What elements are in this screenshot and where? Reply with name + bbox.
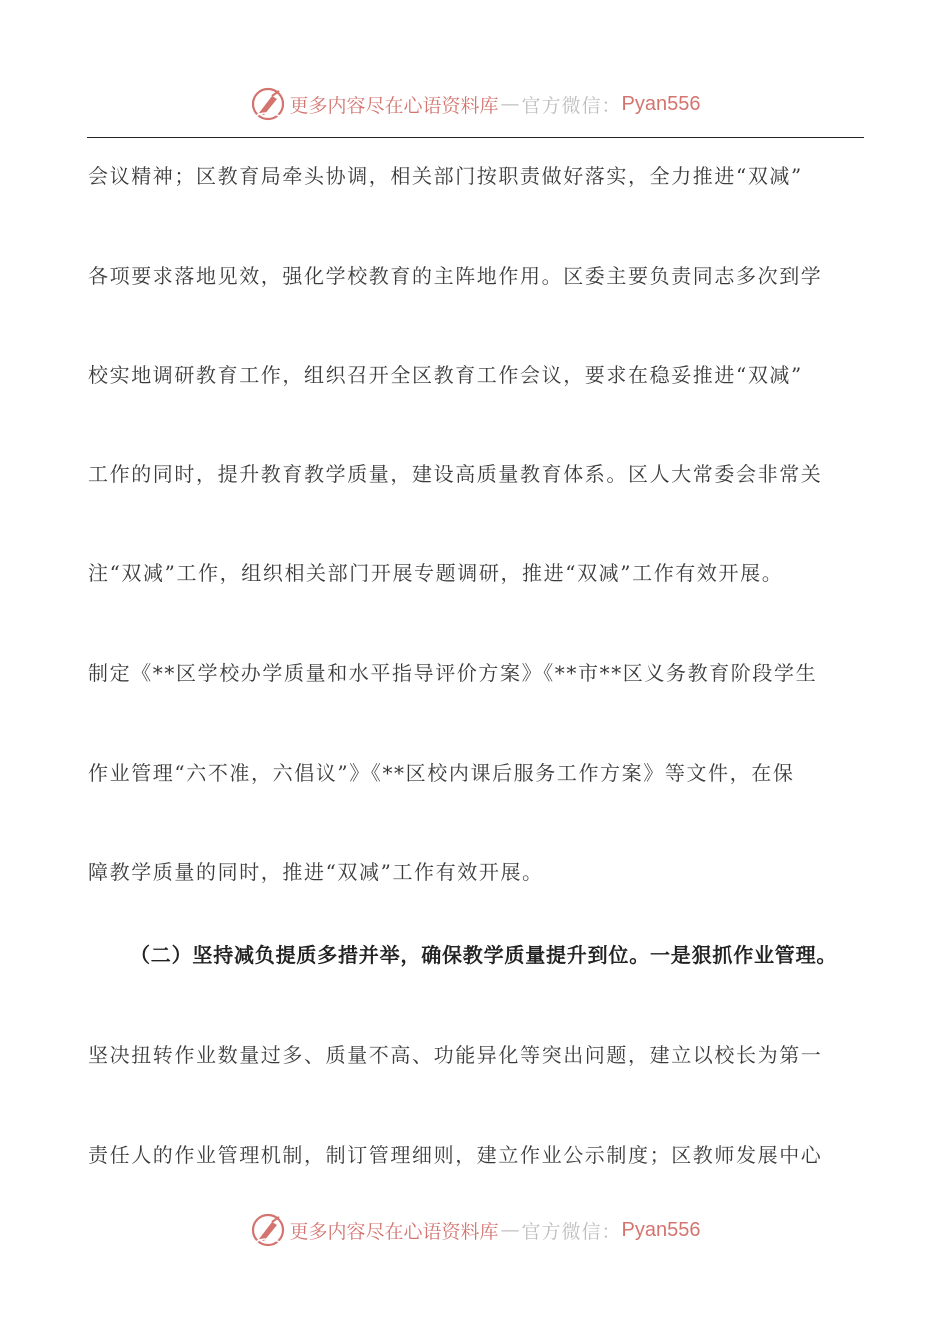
footer-dash: —: [500, 1219, 520, 1241]
footer-banner: [0, 1210, 950, 1250]
footer-contact-label: 官方微信：: [521, 1220, 622, 1243]
header-contact-id: Pyan556: [621, 92, 701, 115]
quill-pen-logo-icon: [250, 86, 286, 122]
header-brand-text: 更多内容尽在心语资料库: [289, 94, 499, 117]
section-heading: （二）坚持减负提质多措并举，确保教学质量提升到位。一是狠抓作业管理。: [130, 943, 838, 967]
body-line: 会议精神；区教育局牵头协调，相关部门按职责做好落实，全力推进“双减”: [88, 164, 803, 188]
header-dash: —: [500, 93, 520, 115]
body-line: 坚决扭转作业数量过多、质量不高、功能异化等突出问题，建立以校长为第一: [88, 1043, 823, 1067]
header-banner: [0, 84, 950, 124]
body-line: 注“双减”工作，组织相关部门开展专题调研，推进“双减”工作有效开展。: [88, 561, 784, 585]
body-line: 校实地调研教育工作，组织召开全区教育工作会议，要求在稳妥推进“双减”: [88, 363, 803, 387]
body-line: 各项要求落地见效，强化学校教育的主阵地作用。区委主要负责同志多次到学: [88, 264, 823, 288]
footer-brand-text: 更多内容尽在心语资料库: [289, 1220, 499, 1243]
body-line: 工作的同时，提升教育教学质量，建设高质量教育体系。区人大常委会非常关: [88, 462, 823, 486]
header-divider: [87, 137, 864, 138]
footer-contact-id: Pyan556: [621, 1218, 701, 1241]
body-line: 作业管理“六不准，六倡议”》《**区校内课后服务工作方案》等文件，在保: [88, 761, 795, 785]
body-line: 障教学质量的同时，推进“双减”工作有效开展。: [88, 860, 544, 884]
body-line: 责任人的作业管理机制，制订管理细则，建立作业公示制度；区教师发展中心: [88, 1143, 823, 1167]
header-contact-label: 官方微信：: [521, 94, 622, 117]
quill-pen-logo-icon: [250, 1212, 286, 1248]
body-line: 制定《**区学校办学质量和水平指导评价方案》《**市**区义务教育阶段学生: [88, 661, 818, 685]
